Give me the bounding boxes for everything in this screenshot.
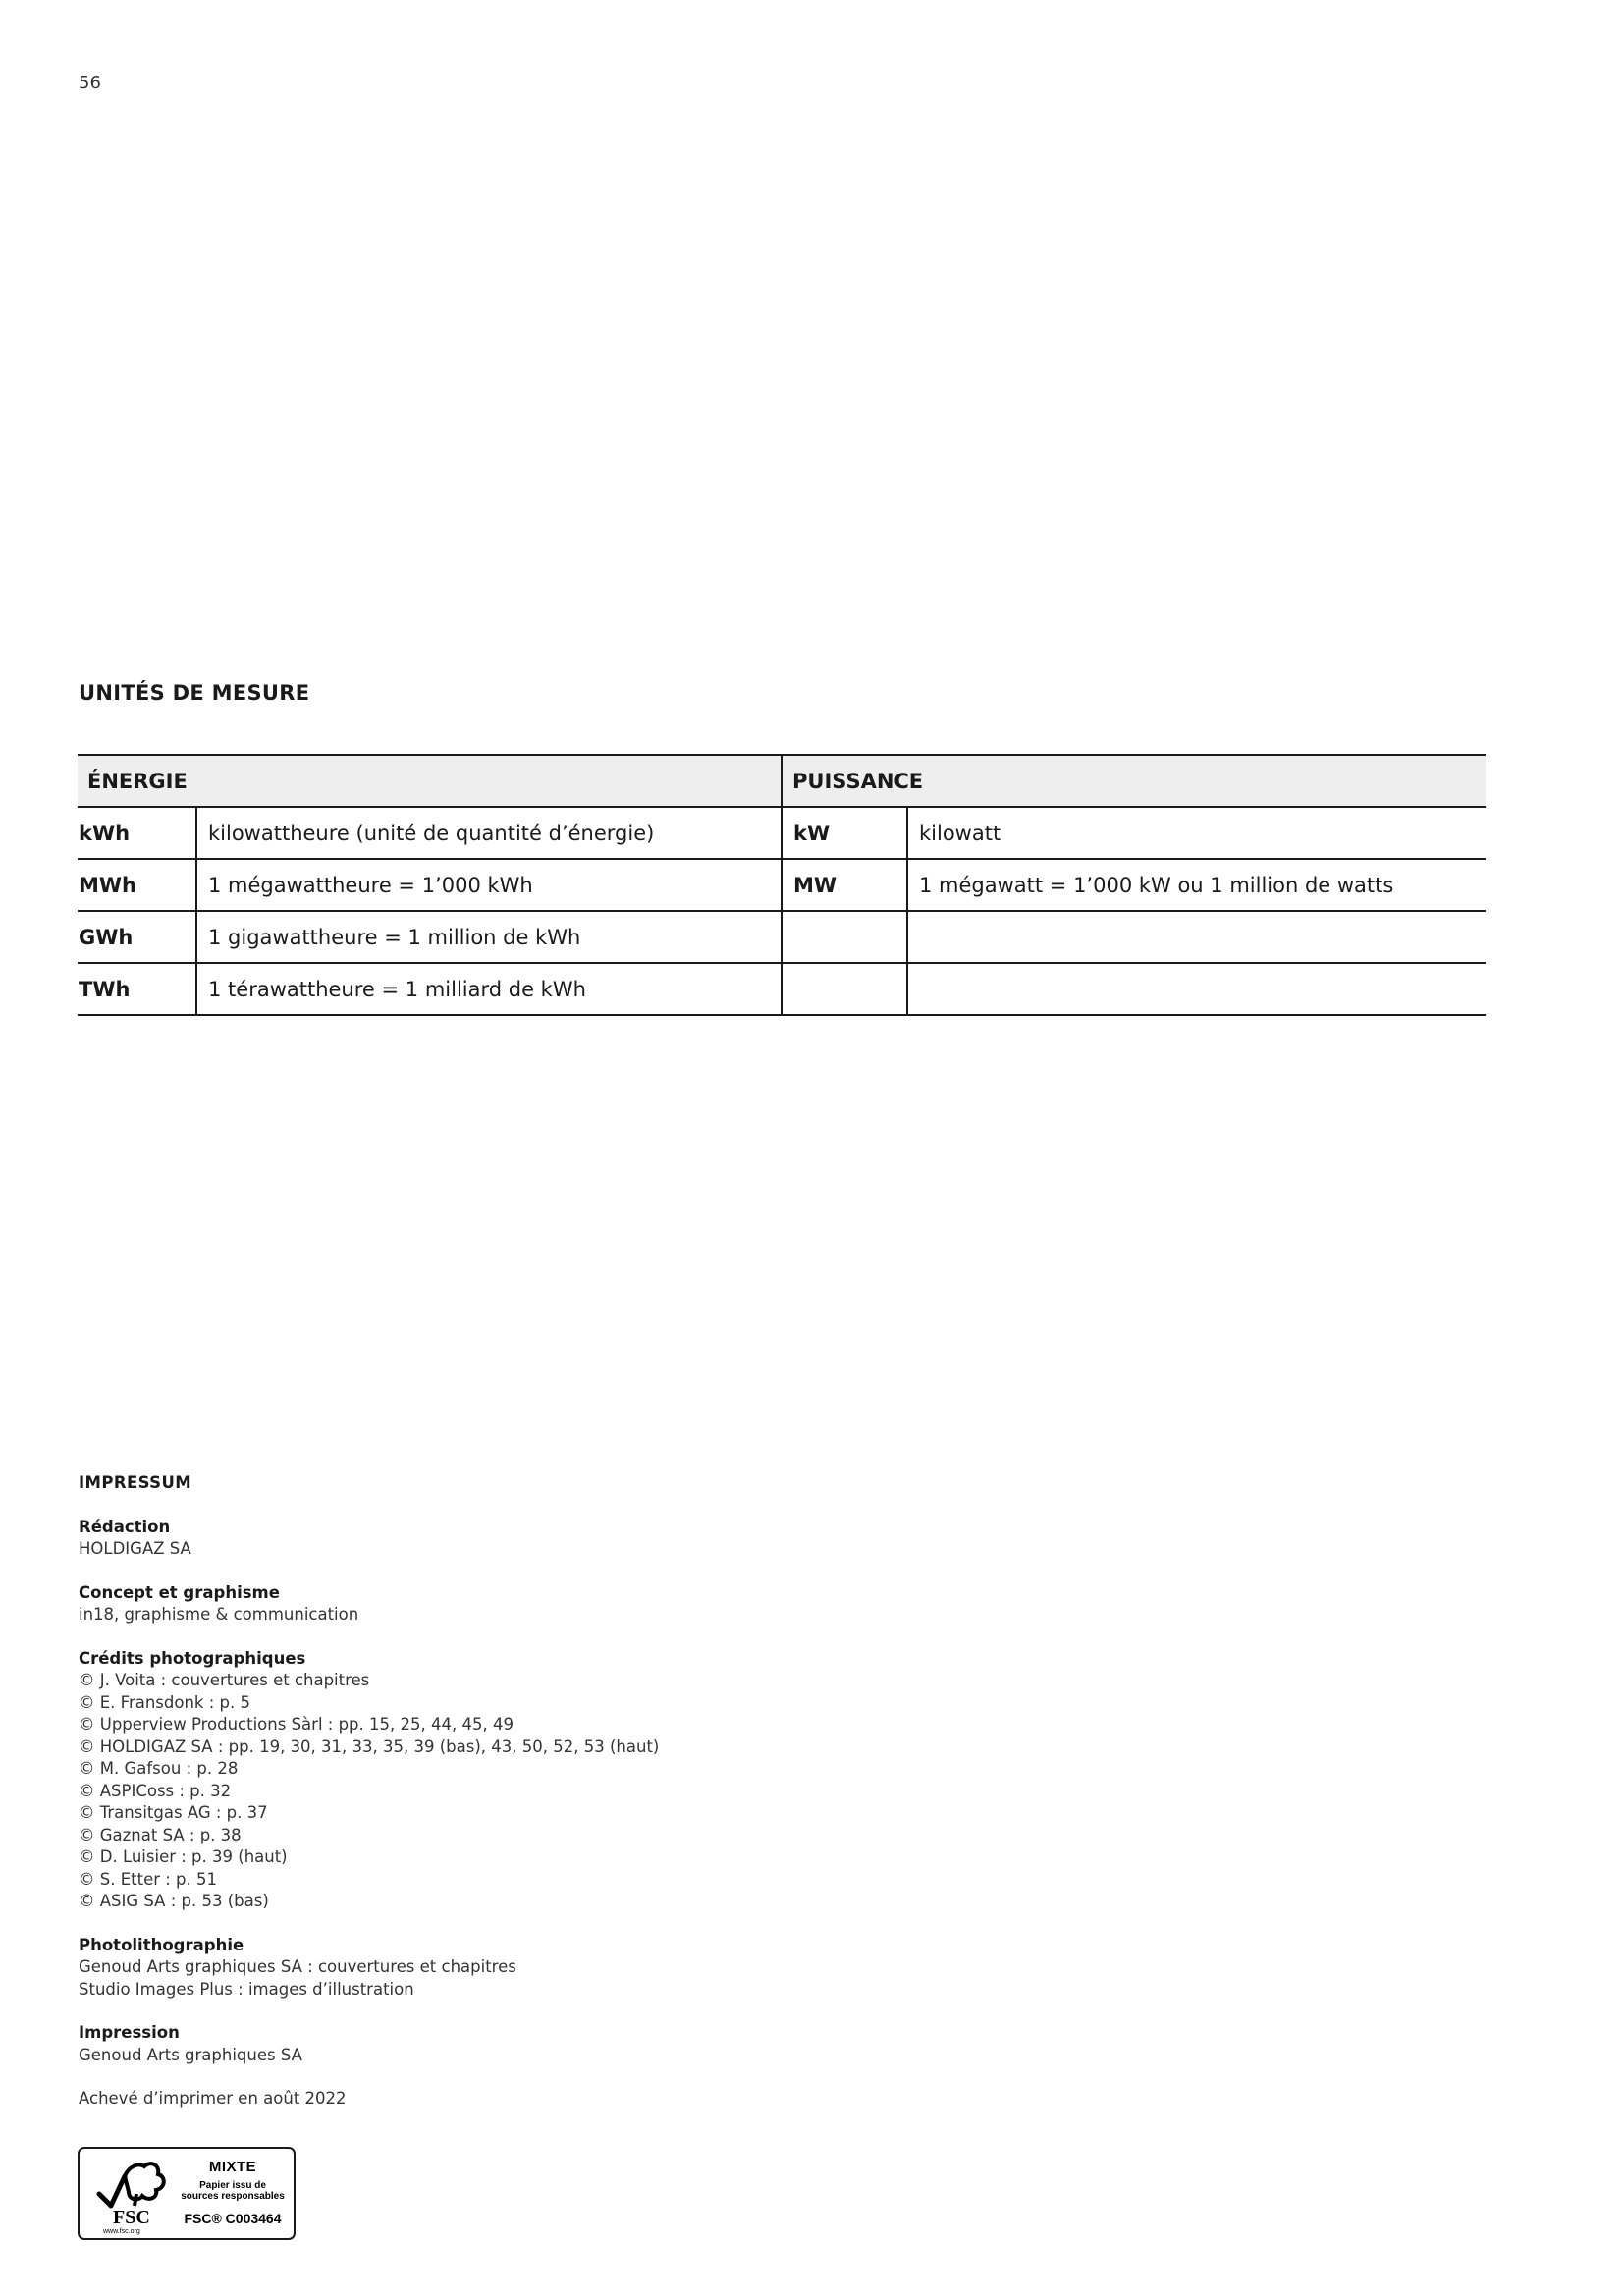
unit-energy-desc: kilowattheure (unité de quantité d’énergie) (196, 807, 782, 859)
table-row (78, 859, 1486, 911)
unit-energy-desc: 1 gigawattheure = 1 million de kWh (196, 911, 782, 963)
table-row (78, 807, 1486, 859)
unit-energy: kWh (78, 807, 196, 859)
unit-power-desc: kilowatt (907, 807, 1486, 859)
fsc-logo-url: www.fsc.org (103, 2228, 140, 2235)
fsc-label (78, 2147, 296, 2240)
unit-energy: GWh (78, 911, 196, 963)
section-title: Rédaction (79, 1517, 171, 1536)
fsc-mixte: MIXTE (208, 2159, 257, 2175)
unit-power-desc (907, 963, 1486, 1015)
section-line: HOLDIGAZ SA (79, 1539, 191, 1558)
section-title: Crédits photographiques (79, 1648, 306, 1668)
acheve-imprimer: Achevé d’imprimer en août 2022 (79, 2089, 347, 2108)
section-redaction (79, 1517, 659, 1561)
credit-line: © Upperview Productions Sàrl : pp. 15, 25, 44, 45, 49 (79, 1715, 514, 1734)
section-line: Genoud Arts graphiques SA : couvertures et chapitres (79, 1957, 516, 1976)
units-title: UNITÉS DE MESURE (79, 681, 310, 705)
fsc-tree-logo-icon (85, 2155, 176, 2235)
header-energie: ÉNERGIE (78, 755, 782, 807)
credit-line: © D. Luisier : p. 39 (haut) (79, 1847, 288, 1866)
unit-energy: TWh (78, 963, 196, 1015)
units-header-row (78, 755, 1486, 807)
credit-line: © ASIG SA : p. 53 (bas) (79, 1892, 269, 1910)
section-title: Impression (79, 2023, 180, 2042)
unit-power-desc (907, 911, 1486, 963)
unit-power (782, 911, 907, 963)
section-title: Photolithographie (79, 1935, 244, 1954)
credit-line: © ASPICoss : p. 32 (79, 1781, 232, 1800)
credit-line: © Gaznat SA : p. 38 (79, 1825, 242, 1844)
credit-line: © M. Gafsou : p. 28 (79, 1759, 239, 1778)
unit-energy: MWh (78, 859, 196, 911)
page-number: 56 (79, 73, 101, 93)
credit-line: © HOLDIGAZ SA : pp. 19, 30, 31, 33, 35, 39 (bas), 43, 50, 52, 53 (haut) (79, 1736, 660, 1756)
fsc-sub-line: sources responsables (181, 2191, 285, 2202)
section-credits (79, 1648, 659, 1913)
credit-line: © S. Etter : p. 51 (79, 1869, 218, 1889)
unit-energy-desc: 1 térawattheure = 1 milliard de kWh (196, 963, 782, 1015)
unit-power: kW (782, 807, 907, 859)
unit-energy-desc: 1 mégawattheure = 1’000 kWh (196, 859, 782, 911)
table-row (78, 911, 1486, 963)
section-concept (79, 1582, 659, 1627)
credit-line: © E. Fransdonk : p. 5 (79, 1692, 250, 1712)
section-title: Concept et graphisme (79, 1582, 280, 1602)
units-table (78, 754, 1486, 1016)
fsc-logo-text: FSC (113, 2207, 150, 2228)
credit-line: © Transitgas AG : p. 37 (79, 1803, 268, 1822)
unit-power: MW (782, 859, 907, 911)
impressum-title: IMPRESSUM (79, 1473, 192, 1492)
section-impression (79, 2022, 659, 2066)
header-puissance: PUISSANCE (782, 755, 1486, 807)
section-line: in18, graphisme & communication (79, 1605, 359, 1624)
impressum (79, 1472, 659, 2132)
unit-power (782, 963, 907, 1015)
section-photolitho (79, 1935, 659, 2002)
credit-line: © J. Voita : couvertures et chapitres (79, 1671, 370, 1689)
table-row (78, 963, 1486, 1015)
unit-power-desc: 1 mégawatt = 1’000 kW ou 1 million de watts (907, 859, 1486, 911)
fsc-sub-line: Papier issu de (199, 2180, 266, 2191)
section-line: Studio Images Plus : images d’illustration (79, 1979, 414, 1999)
fsc-code: FSC® C003464 (184, 2211, 282, 2226)
section-line: Genoud Arts graphiques SA (79, 2045, 302, 2064)
